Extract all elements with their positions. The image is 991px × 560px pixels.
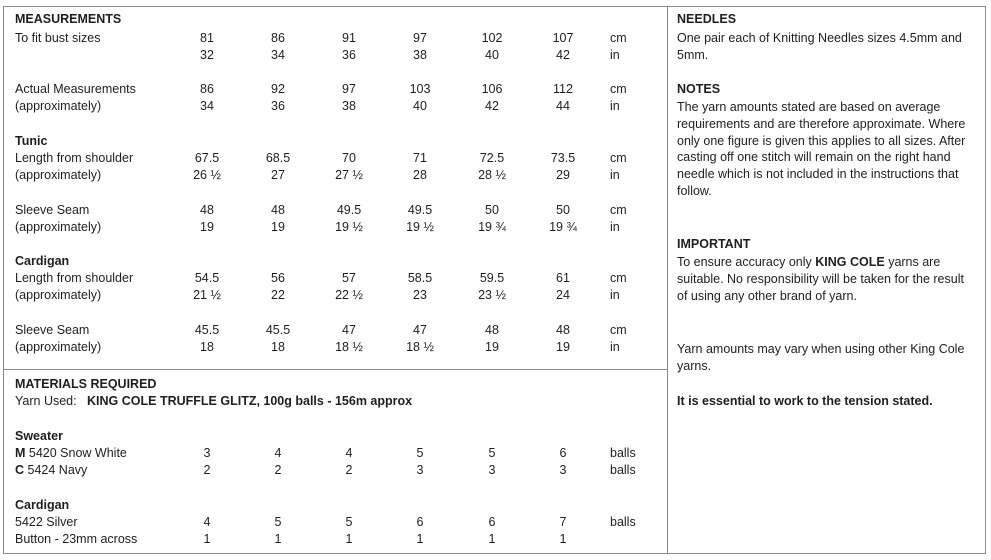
size-value: 68.5 xyxy=(265,151,291,165)
size-value: 1 xyxy=(203,532,211,546)
size-value: 1 xyxy=(416,532,424,546)
size-value: 29 xyxy=(556,168,570,182)
unit-label: balls xyxy=(610,446,636,460)
size-value: 26 ½ xyxy=(193,168,221,182)
size-value: 59.5 xyxy=(479,271,505,285)
size-value: 72.5 xyxy=(479,151,505,165)
notes-text: The yarn amounts stated are based on average requirements and are therefore approximate. Where only one figure is given this applies to all sizes. After casting off one stitch will remain on the right hand needle which is not included in the instructions that follow. xyxy=(677,100,966,198)
size-value: 97 xyxy=(413,31,427,45)
unit-label: cm xyxy=(610,31,627,45)
important-text xyxy=(677,254,977,304)
size-value: 42 xyxy=(485,99,499,113)
size-value: 5 xyxy=(345,515,353,529)
size-value: 4 xyxy=(274,446,282,460)
size-value: 40 xyxy=(485,48,499,62)
unit-label: in xyxy=(610,288,620,302)
size-value: 47 xyxy=(342,323,356,337)
unit-label: cm xyxy=(610,323,627,337)
unit-label: in xyxy=(610,340,620,354)
yarn-note: Yarn amounts may vary when using other King Cole yarns. xyxy=(677,342,965,373)
size-value: 7 xyxy=(559,515,567,529)
size-value: 22 xyxy=(271,288,285,302)
yarn-name: KING COLE TRUFFLE GLITZ, 100g balls - 156m approx xyxy=(87,394,413,408)
size-value: 18 xyxy=(271,340,285,354)
size-value: 106 xyxy=(481,82,503,96)
materials-heading: MATERIALS REQUIRED xyxy=(15,377,157,391)
sweater-contrast-colour xyxy=(15,462,87,479)
size-value: 102 xyxy=(481,31,503,45)
size-value: 19 ½ xyxy=(406,220,434,234)
button-label: Button - 23mm across xyxy=(15,532,138,546)
size-value: 18 ½ xyxy=(406,340,434,354)
size-value: 36 xyxy=(342,48,356,62)
size-value: 19 ¾ xyxy=(549,220,577,234)
size-value: 19 ½ xyxy=(335,220,363,234)
bust-label: To fit bust sizes xyxy=(15,31,101,45)
materials-cardigan-heading: Cardigan xyxy=(15,498,70,512)
size-value: 103 xyxy=(409,82,431,96)
size-value: 45.5 xyxy=(265,323,291,337)
size-value: 27 xyxy=(271,168,285,182)
size-value: 67.5 xyxy=(194,151,220,165)
size-value: 28 xyxy=(413,168,427,182)
main-colour-letter: M xyxy=(15,446,26,460)
tunic-heading: Tunic xyxy=(15,134,48,148)
yarn-used xyxy=(15,393,412,410)
section-divider xyxy=(3,369,668,370)
contrast-colour-label: 5424 Navy xyxy=(27,463,88,477)
size-value: 45.5 xyxy=(194,323,220,337)
unit-label: balls xyxy=(610,515,636,529)
size-value: 27 ½ xyxy=(335,168,363,182)
size-value: 38 xyxy=(342,99,356,113)
cardigan-length-sublabel: (approximately) xyxy=(15,288,102,302)
size-value: 32 xyxy=(200,48,214,62)
size-value: 36 xyxy=(271,99,285,113)
silver-label: 5422 Silver xyxy=(15,515,78,529)
unit-label: cm xyxy=(610,151,627,165)
size-value: 50 xyxy=(485,203,499,217)
unit-label: in xyxy=(610,220,620,234)
important-text-before: To ensure accuracy only xyxy=(677,255,816,269)
size-value: 47 xyxy=(413,323,427,337)
size-value: 61 xyxy=(556,271,570,285)
size-value: 70 xyxy=(342,151,356,165)
unit-label: cm xyxy=(610,203,627,217)
size-value: 3 xyxy=(559,463,567,477)
size-value: 19 xyxy=(485,340,499,354)
size-value: 3 xyxy=(203,446,211,460)
size-value: 1 xyxy=(274,532,282,546)
size-value: 49.5 xyxy=(336,203,362,217)
size-value: 81 xyxy=(200,31,214,45)
size-value: 58.5 xyxy=(407,271,433,285)
size-value: 2 xyxy=(203,463,211,477)
unit-label: in xyxy=(610,99,620,113)
size-value: 3 xyxy=(488,463,496,477)
size-value: 5 xyxy=(274,515,282,529)
cardigan-sleeve-label: Sleeve Seam xyxy=(15,323,90,337)
important-heading: IMPORTANT xyxy=(677,237,751,251)
size-value: 24 xyxy=(556,288,570,302)
size-value: 86 xyxy=(200,82,214,96)
size-value: 6 xyxy=(488,515,496,529)
size-value: 6 xyxy=(416,515,424,529)
size-value: 1 xyxy=(345,532,353,546)
size-value: 42 xyxy=(556,48,570,62)
size-value: 4 xyxy=(345,446,353,460)
unit-label: cm xyxy=(610,271,627,285)
size-value: 21 ½ xyxy=(193,288,221,302)
size-value: 48 xyxy=(556,323,570,337)
yarn-used-prefix: Yarn Used: xyxy=(15,394,77,408)
unit-label: in xyxy=(610,48,620,62)
size-value: 23 ½ xyxy=(478,288,506,302)
cardigan-length-label: Length from shoulder xyxy=(15,271,134,285)
size-value: 71 xyxy=(413,151,427,165)
tension-note: It is essential to work to the tension stated. xyxy=(677,394,933,408)
size-value: 1 xyxy=(488,532,496,546)
size-value: 5 xyxy=(488,446,496,460)
size-value: 38 xyxy=(413,48,427,62)
size-value: 22 ½ xyxy=(335,288,363,302)
size-value: 48 xyxy=(485,323,499,337)
size-value: 49.5 xyxy=(407,203,433,217)
size-value: 73.5 xyxy=(550,151,576,165)
needles-text: One pair each of Knitting Needles sizes 4.5mm and 5mm. xyxy=(677,31,962,62)
size-value: 19 xyxy=(200,220,214,234)
important-brand: KING COLE xyxy=(815,255,885,269)
size-value: 18 ½ xyxy=(335,340,363,354)
size-value: 54.5 xyxy=(194,271,220,285)
size-value: 19 ¾ xyxy=(478,220,506,234)
size-value: 107 xyxy=(552,31,574,45)
size-value: 2 xyxy=(274,463,282,477)
sweater-main-colour xyxy=(15,445,127,462)
size-value: 48 xyxy=(271,203,285,217)
size-value: 112 xyxy=(553,82,573,96)
cardigan-sleeve-sublabel: (approximately) xyxy=(15,340,102,354)
sweater-heading: Sweater xyxy=(15,429,63,443)
tunic-sleeve-sublabel: (approximately) xyxy=(15,220,102,234)
size-value: 44 xyxy=(556,99,570,113)
size-value: 3 xyxy=(416,463,424,477)
size-value: 34 xyxy=(271,48,285,62)
size-value: 57 xyxy=(342,271,356,285)
size-value: 40 xyxy=(413,99,427,113)
size-value: 1 xyxy=(559,532,567,546)
size-value: 86 xyxy=(271,31,285,45)
size-value: 34 xyxy=(200,99,214,113)
size-value: 92 xyxy=(271,82,285,96)
size-value: 28 ½ xyxy=(478,168,506,182)
main-colour-label: 5420 Snow White xyxy=(28,446,127,460)
size-value: 97 xyxy=(342,82,356,96)
size-value: 18 xyxy=(200,340,214,354)
tunic-length-sublabel: (approximately) xyxy=(15,168,102,182)
size-value: 5 xyxy=(416,446,424,460)
needles-heading: NEEDLES xyxy=(677,12,737,26)
cardigan-heading: Cardigan xyxy=(15,254,70,268)
size-value: 19 xyxy=(556,340,570,354)
tunic-sleeve-label: Sleeve Seam xyxy=(15,203,90,217)
column-divider xyxy=(667,6,668,554)
unit-label: balls xyxy=(610,463,636,477)
size-value: 91 xyxy=(342,31,356,45)
unit-label: in xyxy=(610,168,620,182)
size-value: 19 xyxy=(271,220,285,234)
notes-heading: NOTES xyxy=(677,82,721,96)
important-text-after: yarns are suitable. No responsibility will be taken for the result of using any other brand of yarn. xyxy=(677,255,964,303)
size-value: 48 xyxy=(200,203,214,217)
actual-sublabel: (approximately) xyxy=(15,99,102,113)
size-value: 50 xyxy=(556,203,570,217)
size-value: 23 xyxy=(413,288,427,302)
contrast-colour-letter: C xyxy=(15,463,25,477)
size-value: 4 xyxy=(203,515,211,529)
measurements-heading: MEASUREMENTS xyxy=(15,12,122,26)
size-value: 6 xyxy=(559,446,567,460)
tunic-length-label: Length from shoulder xyxy=(15,151,134,165)
size-value: 56 xyxy=(271,271,285,285)
size-value: 2 xyxy=(345,463,353,477)
unit-label: cm xyxy=(610,82,627,96)
actual-label: Actual Measurements xyxy=(15,82,136,96)
